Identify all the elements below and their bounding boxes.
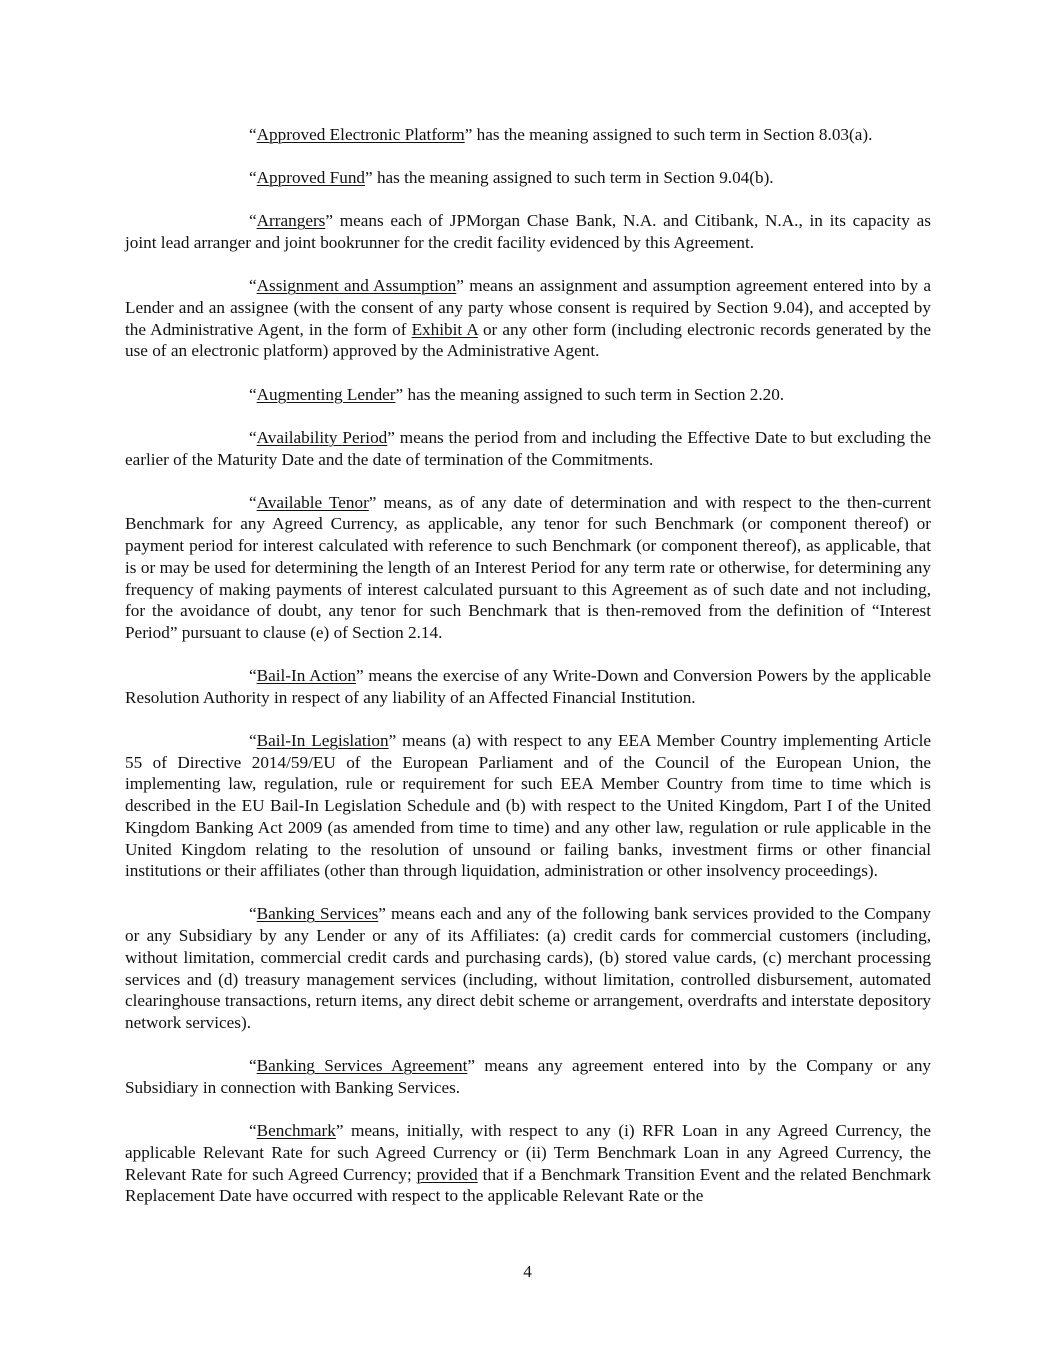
definition-text: ” has the meaning assigned to such term in Section 2.20. [395, 384, 785, 404]
defined-term: Availability Period [256, 427, 388, 447]
definition-bail-in-action: “Bail-In Action” means the exercise of any Write-Down and Conversion Powers by the applicable Resolution Authority in respect of any liability of an Affected Financial Institution. [125, 666, 931, 707]
defined-term: Assignment and Assumption [256, 276, 457, 296]
defined-term: Banking Services [256, 904, 379, 924]
definition-text-continued: or any other form (including electronic records generated by the use of an electronic platform) approved by the Administrative Agent. [125, 319, 931, 361]
definition-banking-services-agreement: “Banking Services Agreement” means any agreement entered into by the Company or any Subsidiary in connection with Banking Services. [125, 1056, 932, 1097]
provided-proviso: provided [416, 1164, 478, 1184]
definition-approved-fund: “Approved Fund” has the meaning assigned to such term in Section 9.04(b). [249, 168, 774, 188]
definition-bail-in-legislation: “Bail-In Legislation” means (a) with respect to any EEA Member Country implementing Article 55 of Directive 2014/59/EU of the European Parliament and of the Council of the European Union, the implementing law, regulation, rule or requirement for such EEA Member Country from time to time which is described in the EU Bail-In Legislation Schedule and (b) with respect to the United Kingdom, Part I of the United Kingdom Banking Act 2009 (as amended from time to time) and any other law, regulation or rule applicable in the United Kingdom relating to the resolution of unsound or failing banks, investment firms or other financial institutions or their affiliates (other than through liquidation, administration or other insolvency proceedings). [125, 731, 931, 881]
definition-assignment-and-assumption: “Assignment and Assumption” means an assignment and assumption agreement entered into by a Lender and an assignee (with the consent of any party whose consent is required by Section 9.04), and accepted by the Administrative Agent, in the form of Exhibit A or any other form (including electronic records generated by the use of an electronic platform) approved by the Administrative Agent. [125, 276, 931, 361]
definition-available-tenor: “Available Tenor” means, as of any date of determination and with respect to the then-current Benchmark for any Agreed Currency, as applicable, any tenor for such Benchmark (or component thereof) or payment period for interest calculated with reference to such Benchmark (or component thereof), as applicable, that is or may be used for determining the length of an Interest Period for any term rate or otherwise, for determining any frequency of making payments of interest calculated pursuant to this Agreement as of such date and not including, for the avoidance of doubt, any tenor for such Benchmark that is then-removed from the definition of “Interest Period” pursuant to clause (e) of Section 2.14. [125, 492, 931, 642]
definition-text: ” means an assignment and assumption agreement entered into by a Lender and an assignee (with the consent of any party whose consent is required by Section 9.04), and accepted by the Administrative Agent, in the form of [125, 276, 931, 339]
definition-augmenting-lender: “Augmenting Lender” has the meaning assigned to such term in Section 2.20. [249, 384, 785, 404]
defined-term: Bail-In Action [256, 666, 356, 686]
defined-term: Available Tenor [256, 492, 369, 512]
definition-text: ” means the exercise of any Write-Down and Conversion Powers by the applicable Resolution Authority in respect of any liability of an Affected Financial Institution. [125, 666, 931, 707]
defined-term: Bail-In Legislation [256, 731, 389, 751]
definition-text: ” means any agreement entered into by the Company or any Subsidiary in connection with Banking Services. [125, 1056, 932, 1097]
definition-text: ” means (a) with respect to any EEA Member Country implementing Article 55 of Directive 2014/59/EU of the European Parliament and of the Council of the European Union, the implementing law, regulation, rule or requirement for such EEA Member Country from time to time which is described in the EU Bail-In Legislation Schedule and (b) with respect to the United Kingdom, Part I of the United Kingdom Banking Act 2009 (as amended from time to time) and any other law, regulation or rule applicable in the United Kingdom relating to the resolution of unsound or failing banks, investment firms or other financial institutions or their affiliates (other than through liquidation, administration or other insolvency proceedings). [125, 731, 931, 881]
definition-banking-services: “Banking Services” means each and any of the following bank services provided to the Company or any Subsidiary by any Lender or any of its Affiliates: (a) credit cards for commercial customers (including, without limitation, commercial credit cards and purchasing cards), (b) stored value cards, (c) merchant processing services and (d) treasury management services (including, without limitation, controlled disbursement, automated clearinghouse transactions, return items, any direct debit scheme or arrangement, overdrafts and interstate depository network services). [125, 904, 931, 1032]
definition-text-continued: that if a Benchmark Transition Event and the related Benchmark Replacement Date have occurred with respect to the applicable Relevant Rate or the [125, 1164, 931, 1206]
definition-text: ” means, as of any date of determination and with respect to the then-current Benchmark for any Agreed Currency, as applicable, any tenor for such Benchmark (or component thereof) or payment period for interest calculated with reference to such Benchmark (or component thereof), as applicable, that is or may be used for determining the length of an Interest Period for any term rate or otherwise, for determining any frequency of making payments of interest calculated pursuant to this Agreement as of such date and not including, for the avoidance of doubt, any tenor for such Benchmark that is then-removed from the definition of “Interest Period” pursuant to clause (e) of Section 2.14. [125, 492, 931, 642]
defined-term: Benchmark [256, 1121, 336, 1141]
definition-text: ” has the meaning assigned to such term in Section 9.04(b). [365, 168, 774, 188]
exhibit-reference: Exhibit A [411, 319, 478, 339]
definition-text: ” means each and any of the following bank services provided to the Company or any Subsidiary by any Lender or any of its Affiliates: (a) credit cards for commercial customers (including, without limitation, commercial credit cards and purchasing cards), (b) stored value cards, (c) merchant processing services and (d) treasury management services (including, without limitation, controlled disbursement, automated clearinghouse transactions, return items, any direct debit scheme or arrangement, overdrafts and interstate depository network services). [125, 904, 931, 1032]
definition-text: ” means the period from and including the Effective Date to but excluding the earlier of the Maturity Date and the date of termination of the Commitments. [125, 427, 931, 469]
definition-approved-electronic-platform: “Approved Electronic Platform” has the meaning assigned to such term in Section 8.03(a). [249, 125, 873, 144]
definition-text: ” means each of JPMorgan Chase Bank, N.A. and Citibank, N.A., in its capacity as joint lead arranger and joint bookrunner for the credit facility evidenced by this Agreement. [125, 211, 931, 253]
definition-availability-period: “Availability Period” means the period from and including the Effective Date to but excluding the earlier of the Maturity Date and the date of termination of the Commitments. [125, 427, 931, 469]
defined-term: Approved Fund [256, 168, 366, 188]
document-body [125, 124, 931, 1228]
definition-text: ” means, initially, with respect to any (i) RFR Loan in any Agreed Currency, the applicable Relevant Rate for such Agreed Currency or (ii) Term Benchmark Loan in any Agreed Currency, the Relevant Rate for such Agreed Currency; [125, 1121, 931, 1184]
page-number: 4 [523, 1262, 532, 1281]
definition-benchmark: “Benchmark” means, initially, with respect to any (i) RFR Loan in any Agreed Currency, the applicable Relevant Rate for such Agreed Currency or (ii) Term Benchmark Loan in any Agreed Currency, the Relevant Rate for such Agreed Currency; provided that if a Benchmark Transition Event and the related Benchmark Replacement Date have occurred with respect to the applicable Relevant Rate or the [125, 1121, 931, 1206]
defined-term: Approved Electronic Platform [256, 125, 465, 144]
defined-term: Augmenting Lender [256, 384, 396, 404]
defined-term: Banking Services Agreement [256, 1056, 468, 1076]
definition-text: ” has the meaning assigned to such term in Section 8.03(a). [464, 125, 873, 144]
defined-term: Arrangers [256, 211, 326, 231]
definition-arrangers: “Arrangers” means each of JPMorgan Chase Bank, N.A. and Citibank, N.A., in its capacity as joint lead arranger and joint bookrunner for the credit facility evidenced by this Agreement. [125, 211, 931, 253]
